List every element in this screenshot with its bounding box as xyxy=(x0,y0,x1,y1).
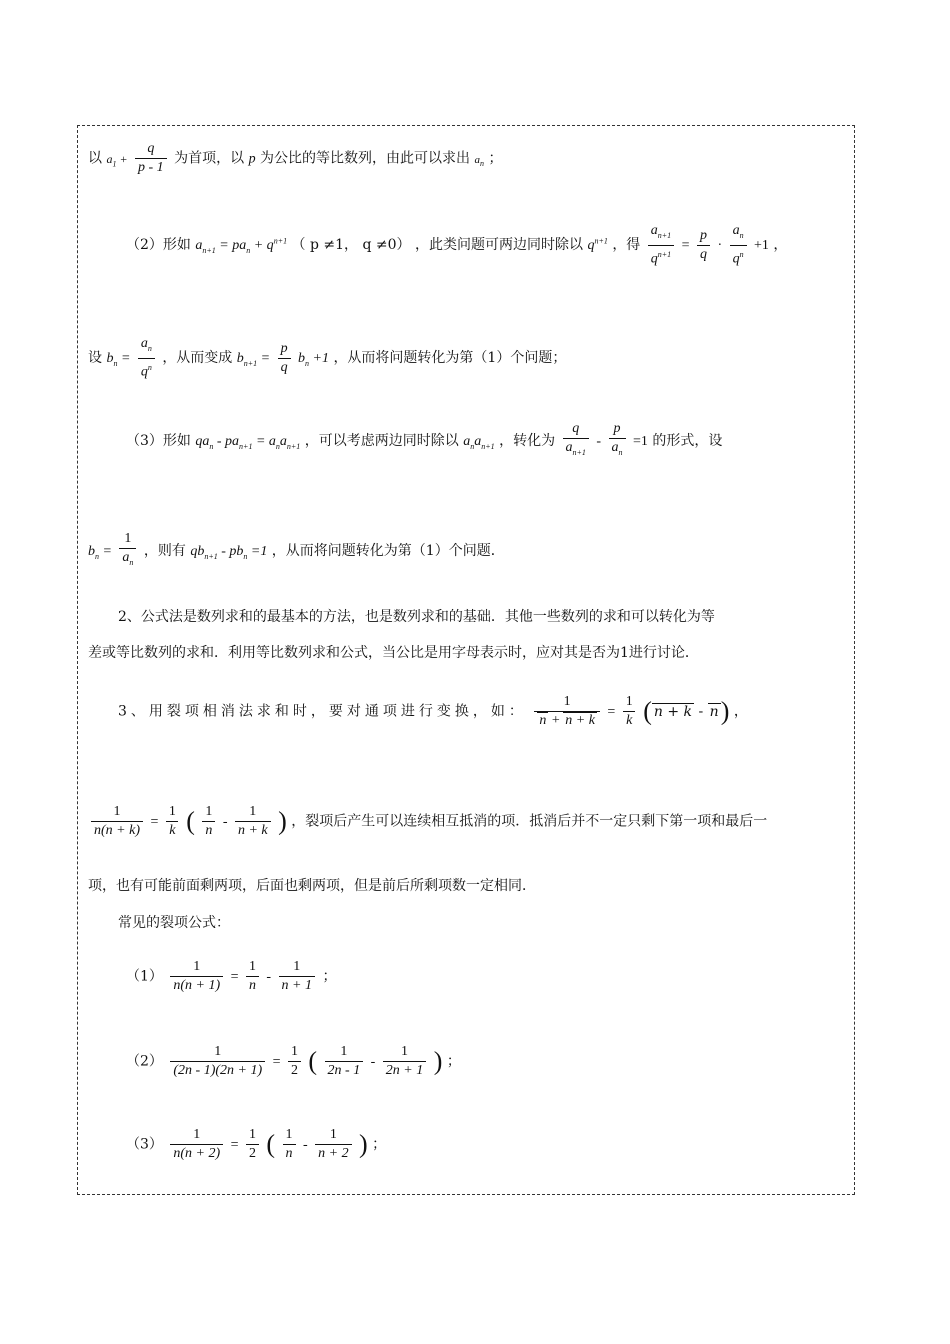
text: ； xyxy=(322,968,337,985)
text: （3）形如 xyxy=(126,432,191,449)
formula-1: （1） $\frac{1}{n(n + 1)}$ = $\frac{1}{n}$ - $\frac{1}{n + 1}$ ； xyxy=(126,959,337,993)
text: ； xyxy=(488,150,503,167)
text: （2）形如 xyxy=(126,237,191,254)
formula-3: （3） $\frac{1}{n(n + 2)}$ = $\frac{1}{2}$ ( $\frac{1}{n}$ - $\frac{1}{n + 2}$ ) ； xyxy=(126,1127,387,1161)
text: ， xyxy=(773,237,788,254)
para-8-line-2: 项，也有可能前面剩两项，后面也剩两项，但是前后所剩项数一定相同． xyxy=(88,878,536,894)
text: ； xyxy=(372,1136,387,1153)
text: 以 xyxy=(88,150,102,167)
para-3: 设 $b_n$ = $\frac{a_n}{q^n}$ ，从而变成 $b_{n+1}$ = $\frac{p}{q}$ $b_n +1$ ，从而将问题转化为第（1）个问题； xyxy=(88,336,567,380)
formula-2: （2） $\frac{1}{(2n - 1)(2n + 1)}$ = $\frac{1}{2}$ ( $\frac{1}{2n - 1}$ - $\frac{1}{2n + 1}$ ) ； xyxy=(126,1044,461,1078)
text: ，裂项后产生可以连续相互抵消的项．抵消后并不一定只剩下第一项和最后一 xyxy=(291,813,768,830)
para-8: $\frac{1}{n(n + k)}$ = $\frac{1}{k}$ ( $\frac{1}{n}$ - $\frac{1}{n + k}$ ) ，裂项后产生可以连续相互抵消的项．抵消后并不一定只剩下第一项和最后一 xyxy=(88,803,767,840)
text: ，此类问题可两边同时除以 xyxy=(415,237,583,254)
text: ，从而将问题转化为第（1）个问题； xyxy=(333,350,567,367)
heading-common-formulas: 常见的裂项公式： xyxy=(118,915,230,931)
text: 3、用裂项相消法求和时，要对通项进行变换，如： xyxy=(118,703,527,720)
text: 设 xyxy=(88,350,102,367)
text: 为公比的等比数列，由此可以求出 xyxy=(260,150,471,167)
text: （ p ≠1， q ≠0） xyxy=(291,237,411,254)
para-7: 3、用裂项相消法求和时，要对通项进行变换，如： $\frac{1}{n + n + k}$ = $\frac{1}{k}$ ( n + k - n) ， xyxy=(118,694,748,728)
text: ，则有 xyxy=(143,542,186,559)
para-5: $b_n$ = $\frac{1}{a_n}$ ，则有 $qb_{n+1} - pb_n =1$ ，从而将问题转化为第（1）个问题． xyxy=(88,530,505,572)
text: ； xyxy=(446,1053,461,1070)
text: ，可以考虑两边同时除以 xyxy=(304,432,459,449)
formula-q-over-p-1: $\frac{q}{p - 1}$ xyxy=(135,140,167,177)
text: ， xyxy=(733,703,748,720)
para-6-line-2: 差或等比数列的求和．利用等比数列求和公式，当公比是用字母表示时，应对其是否为1进行讨论． xyxy=(88,645,699,661)
text: ，从而变成 xyxy=(162,350,233,367)
text: ，得 xyxy=(612,237,641,254)
text: 为首项，以 xyxy=(174,150,245,167)
text: ，从而将问题转化为第（1）个问题． xyxy=(271,542,505,559)
text: （1） xyxy=(126,968,163,985)
text: （3） xyxy=(126,1136,163,1153)
text: ，转化为 xyxy=(499,432,556,449)
para-6-line-1: 2、公式法是数列求和的最基本的方法，也是数列求和的基础．其他一些数列的求和可以转化为等 xyxy=(118,609,715,625)
text: 的形式，设 xyxy=(652,432,723,449)
para-4: （3）形如 $qa_n - pa_{n+1} = a_na_{n+1}$ ，可以考虑两边同时除以 $a_na_{n+1}$ ，转化为 $\frac{q}{a_{n+1}}$ - $\frac{p}{a_n}$ =1 的形式，设 xyxy=(126,420,848,462)
para-2: （2）形如 $a_{n+1} = pa_n + q^{n+1}$ （ p ≠1， q ≠0） ，此类问题可两边同时除以 $q^{n+1}$ ，得 $\frac{a_{n+1}}{q^{n+1}}$ = $\frac{p}{q}$ · $\frac{a_n}{q^n}$ +1 ， xyxy=(126,223,788,267)
text: （2） xyxy=(126,1053,163,1070)
para-1: 以 $a_1$ + $\frac{q}{p - 1}$ 为首项，以 p 为公比的等比数列，由此可以求出 $a_n$ ； xyxy=(88,141,503,175)
